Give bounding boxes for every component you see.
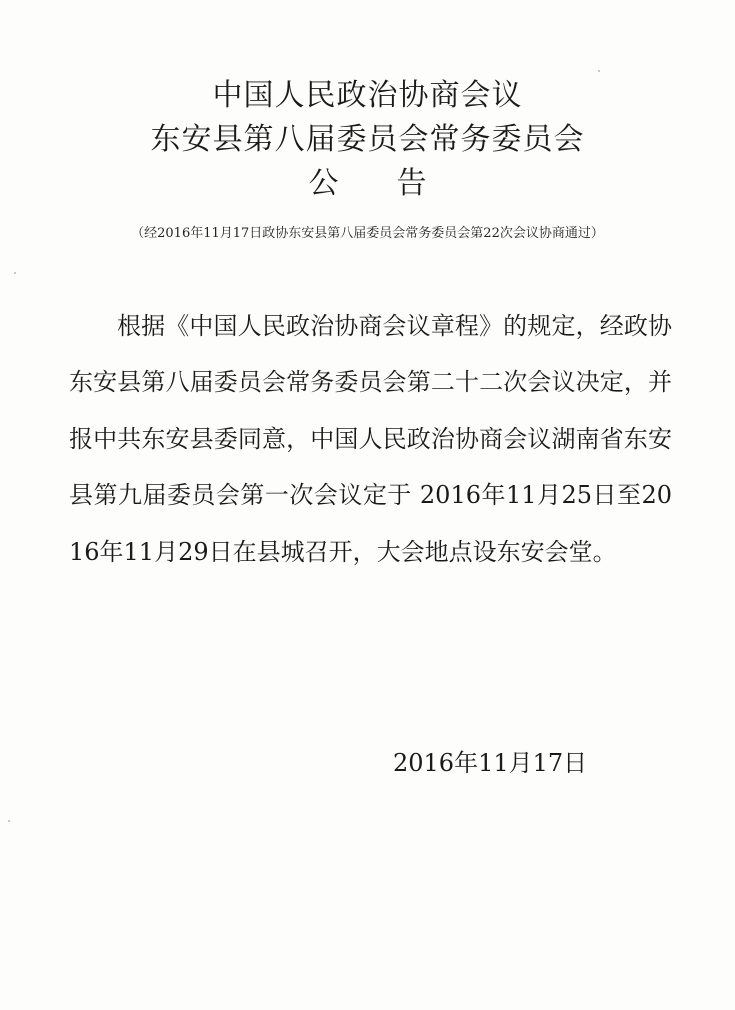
title-announcement-char-1: 公 bbox=[308, 166, 339, 201]
scan-speck bbox=[8, 820, 10, 822]
scan-speck bbox=[598, 70, 600, 72]
title-standing-committee: 东安县第八届委员会常务委员会 bbox=[150, 122, 585, 157]
scan-speck bbox=[14, 272, 16, 274]
title-announcement bbox=[0, 162, 735, 206]
approval-note: （经2016年11月17日政协东安县第八届委员会常务委员会第22次会议协商通过） bbox=[131, 226, 604, 241]
issue-date: 2016年11月17日 bbox=[393, 749, 588, 777]
announcement-body: 根据《中国人民政治协商会议章程》的规定，经政协东安县第八届委员会常务委员会第二十二次会议决定，并报中共东安县委同意，中国人民政治协商会议湖南省东安县第九届委员会第一次会议定于 2016年11月25日至2016年11月29日在县城召开，大会地点设东安会堂。 bbox=[69, 312, 672, 566]
title-announcement-char-2: 告 bbox=[396, 166, 427, 201]
title-cppcc: 中国人民政治协商会议 bbox=[212, 78, 523, 113]
